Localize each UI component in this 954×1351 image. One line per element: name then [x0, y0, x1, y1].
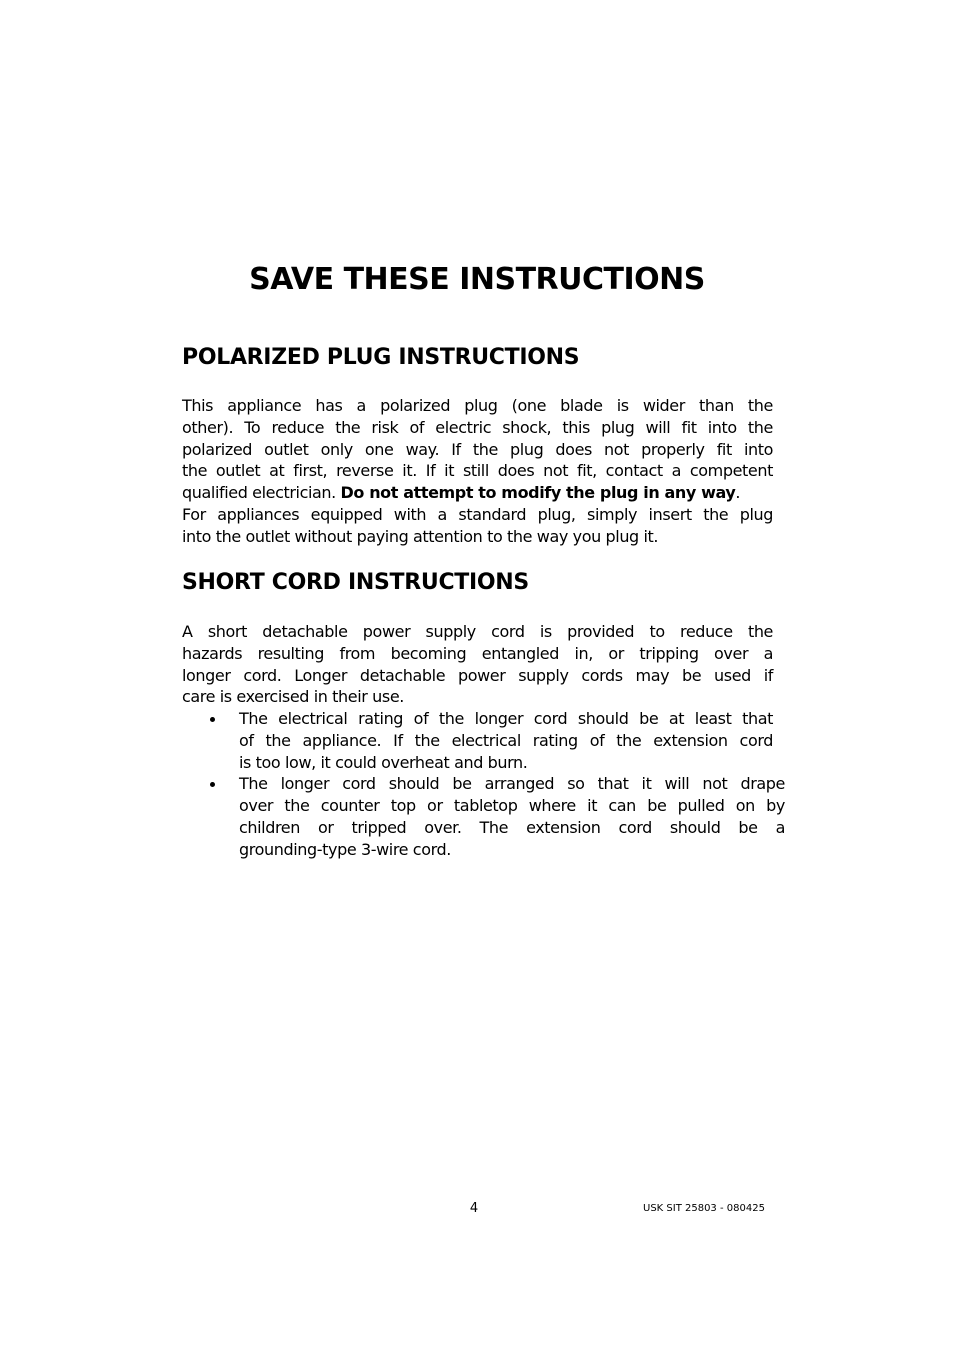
- document-code: USK SIT 25803 - 080425: [643, 1203, 765, 1214]
- bullet-icon: [210, 717, 215, 722]
- bullet-icon: [210, 782, 215, 787]
- bullet-item: [182, 708, 785, 773]
- short-cord-bullet-list: [182, 708, 785, 861]
- paragraph-line: A short detachable power supply cord is provided to reduce the: [182, 622, 773, 641]
- short-cord-heading: SHORT CORD INSTRUCTIONS: [182, 570, 529, 595]
- polarized-plug-heading: POLARIZED PLUG INSTRUCTIONS: [182, 345, 580, 370]
- short-cord-paragraph: [182, 621, 773, 708]
- paragraph-line: longer cord. Longer detachable power supply cords may be used if: [182, 665, 773, 685]
- paragraph-line: polarized outlet only one way. If the plug does not properly fit into: [182, 439, 773, 459]
- bullet-line: children or tripped over. The extension cord should be a: [239, 817, 785, 837]
- page-title: SAVE THESE INSTRUCTIONS: [249, 262, 705, 297]
- polarized-plug-paragraph: [182, 395, 773, 548]
- bullet-line: grounding-type 3-wire cord.: [239, 839, 451, 859]
- bullet-line: The longer cord should be arranged so that it will not drape: [239, 774, 785, 794]
- bullet-line: of the appliance. If the electrical rating of the extension cord: [239, 730, 773, 750]
- paragraph-line: hazards resulting from becoming entangled in, or tripping over a: [182, 643, 773, 663]
- paragraph-line: This appliance has a polarized plug (one blade is wider than the: [182, 396, 773, 415]
- page-number: 4: [469, 1201, 479, 1216]
- paragraph-line: [182, 482, 773, 504]
- paragraph-text: qualified electrician.: [182, 483, 341, 503]
- paragraph-line: other). To reduce the risk of electric shock, this plug will fit into the: [182, 417, 773, 437]
- bullet-item: [182, 773, 785, 860]
- bullet-line: The electrical rating of the longer cord should be at least that: [239, 709, 773, 728]
- paragraph-line: care is exercised in their use.: [182, 687, 404, 707]
- paragraph-line: the outlet at first, reverse it. If it still does not fit, contact a competent: [182, 461, 773, 481]
- warning-bold-text: Do not attempt to modify the plug in any way: [340, 483, 736, 503]
- paragraph-line: into the outlet without paying attention to the way you plug it.: [182, 526, 659, 546]
- paragraph-line: For appliances equipped with a standard plug, simply insert the plug: [182, 504, 773, 524]
- bullet-line: is too low, it could overheat and burn.: [239, 752, 528, 772]
- paragraph-text: .: [735, 483, 741, 503]
- bullet-line: over the counter top or tabletop where it can be pulled on by: [239, 796, 785, 816]
